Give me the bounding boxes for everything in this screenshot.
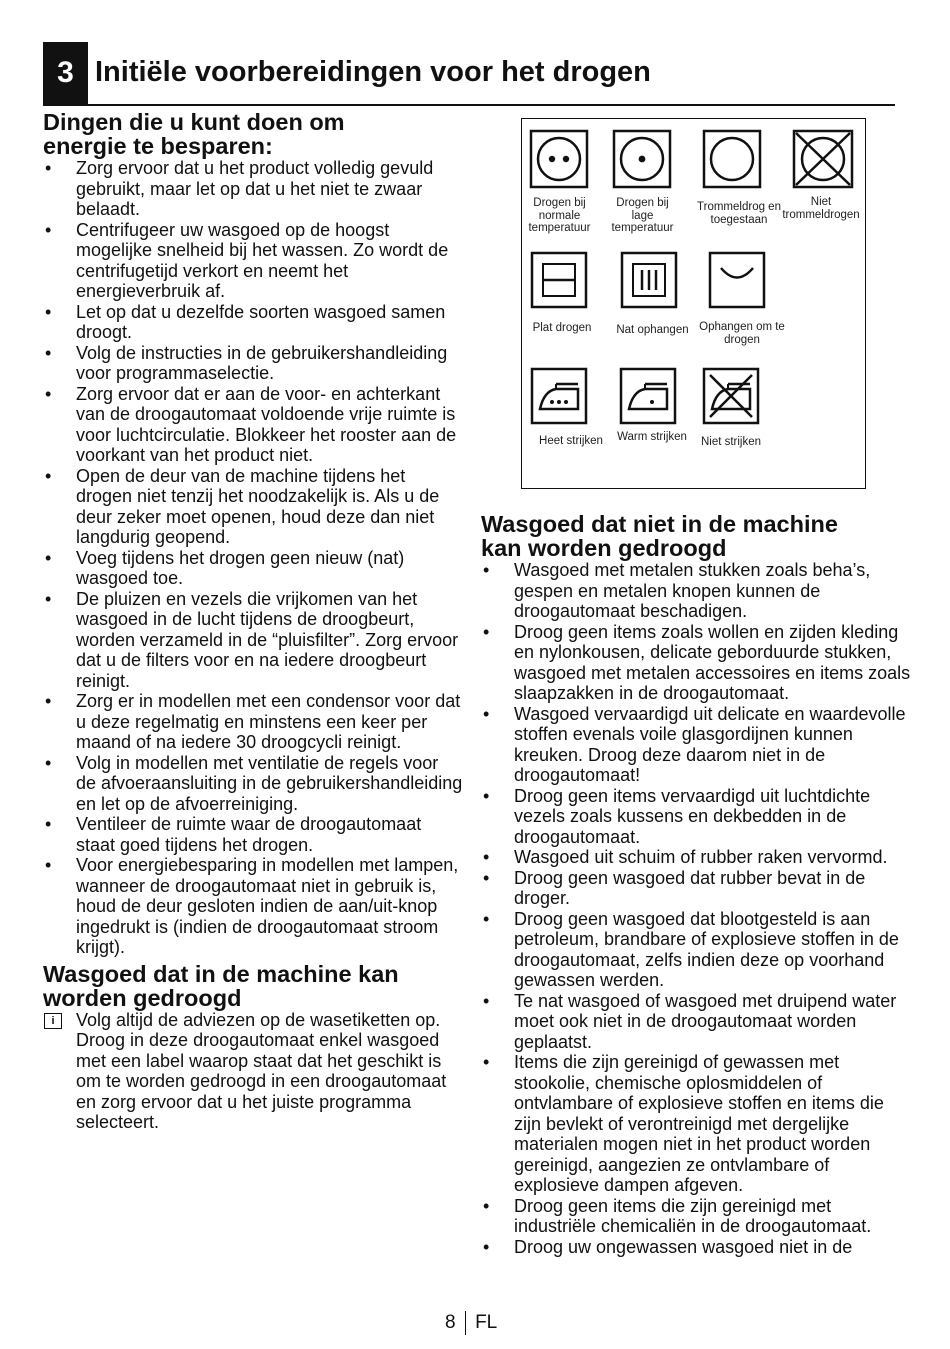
- can-dry-heading: Wasgoed dat in de machine kan worden gedroogd: [43, 960, 399, 1011]
- dry-flat-icon: [530, 251, 588, 309]
- info-icon: i: [44, 1013, 62, 1029]
- list-item: • Droog geen items zoals wollen en zijden kleding en nylonkousen, delicate geborduurde stukken, wasgoed met metalen accessoires en items zoals slaapzakken in de droogautomaat.: [481, 622, 911, 704]
- iron-hot-icon: [530, 367, 588, 425]
- list-item: • Zorg er in modellen met een condensor voor dat u deze regelmatig en minstens een keer per maand of na iedere 30 droogcycli reinigt.: [43, 691, 463, 753]
- care-label: Trommeldrog en toegestaan: [697, 201, 781, 226]
- energy-list: [43, 158, 463, 958]
- list-item: • Voor energiebesparing in modellen met lampen, wanneer de droogautomaat niet in gebruik is, houd de deur gesloten indien de aan/uit-knop ingedrukt is (indien de droogautomaat stroom krijgt).: [43, 855, 463, 958]
- left-column: [43, 110, 463, 1133]
- list-item: • Let op dat u dezelfde soorten wasgoed samen droogt.: [43, 302, 463, 343]
- care-label: Drogen bij normale temperatuur: [528, 197, 591, 234]
- page-footer: [445, 1311, 497, 1335]
- cannot-dry-heading: Wasgoed dat niet in de machine kan worden gedroogd: [481, 511, 838, 561]
- list-item: • Voeg tijdens het drogen geen nieuw (nat) wasgoed toe.: [43, 548, 463, 589]
- section-number: 3: [43, 42, 88, 104]
- can-dry-note: [43, 1010, 463, 1133]
- list-item: • Zorg ervoor dat er aan de voor- en achterkant van de droogautomaat voldoende vrije ruimte is voor luchtcirculatie. Blokkeer het rooster aan de voorkant van het product niet.: [43, 384, 463, 466]
- list-item: • Volg de instructies in de gebruikershandleiding voor programmaselectie.: [43, 343, 463, 384]
- care-symbols-panel: [521, 118, 866, 489]
- line-dry-icon: [708, 251, 766, 309]
- care-label: Niet trommeldrogen: [782, 196, 860, 221]
- drip-dry-icon: [620, 251, 678, 309]
- list-item: • Wasgoed uit schuim of rubber raken vervormd.: [481, 847, 911, 868]
- list-item: • Volg in modellen met ventilatie de regels voor de afvoeraansluiting in de gebruikershandleiding en let op de afvoerreiniging.: [43, 753, 463, 815]
- right-column: [481, 512, 911, 1257]
- list-item: • Te nat wasgoed of wasgoed met druipend water moet ook niet in de droogautomaat worden geplaatst.: [481, 991, 911, 1053]
- care-label: Ophangen om te drogen: [699, 321, 785, 346]
- footer-divider: [465, 1311, 467, 1335]
- tumble-dry-normal-temp-icon: [529, 129, 589, 189]
- tumble-dry-low-temp-icon: [612, 129, 672, 189]
- no-iron-icon: [702, 367, 760, 425]
- list-item: • Droog geen wasgoed dat blootgesteld is aan petroleum, brandbare of explosieve stoffen in de droogautomaat, zelfs indien deze op voorhand gewassen werden.: [481, 909, 911, 991]
- energy-heading: Dingen die u kunt doen om energie te besparen:: [43, 109, 345, 159]
- list-item: • Ventileer de ruimte waar de droogautomaat staat goed tijdens het drogen.: [43, 814, 463, 855]
- page-title: Initiële voorbereidingen voor het drogen: [95, 56, 651, 88]
- care-label: Heet strijken: [539, 435, 603, 447]
- list-item: • Items die zijn gereinigd of gewassen met stookolie, chemische oplosmiddelen of ontvlambare of explosieve stoffen en items die zijn bevlekt of verontreinigd met dergelijke materialen mogen niet in het product worden gereinigd, aangezien ze ontvlambare of explosieve dampen afgeven.: [481, 1052, 911, 1196]
- care-label: Drogen bij lage temperatuur: [611, 197, 674, 234]
- list-item: • Droog geen wasgoed dat rubber bevat in de droger.: [481, 868, 911, 909]
- care-label: Niet strijken: [700, 436, 762, 448]
- cannot-dry-list: [481, 560, 911, 1257]
- no-tumble-dry-icon: [792, 129, 854, 189]
- list-item: • Droog geen items vervaardigd uit luchtdichte vezels zoals kussens en dekbedden in de droogautomaat.: [481, 786, 911, 848]
- page-number: 8: [445, 1312, 456, 1333]
- care-label: Plat drogen: [532, 322, 592, 334]
- section-header: [43, 42, 895, 106]
- list-item: • Zorg ervoor dat u het product volledig gevuld gebruikt, maar let op dat u het niet te zwaar belaadt.: [43, 158, 463, 220]
- list-item: • Droog uw ongewassen wasgoed niet in de: [481, 1237, 911, 1258]
- tumble-dry-allowed-icon: [702, 129, 762, 189]
- list-item: • Droog geen items die zijn gereinigd met industriële chemicaliën in de droogautomaat.: [481, 1196, 911, 1237]
- list-item: • Wasgoed vervaardigd uit delicate en waardevolle stoffen evenals voile glasgordijnen kunnen kreuken. Droog deze daarom niet in de droogautomaat!: [481, 704, 911, 786]
- list-item: • Wasgoed met metalen stukken zoals beha’s, gespen en metalen knopen kunnen de droogautomaat beschadigen.: [481, 560, 911, 622]
- can-dry-note-text: Volg altijd de adviezen op de wasetiketten op. Droog in deze droogautomaat enkel wasgoed met een label waarop staat dat het geschikt is om te worden gedroogd in een droogautomaat en zorg ervoor dat u het juiste programma selecteert.: [76, 1009, 447, 1132]
- list-item: • De pluizen en vezels die vrijkomen van het wasgoed in de lucht tijdens de droogbeurt, worden verzameld in de “pluisfilter”. Zorg ervoor dat u de filters voor en na iedere droogbeurt reinigt.: [43, 589, 463, 692]
- care-label: Nat ophangen: [616, 324, 689, 336]
- care-label: Warm strijken: [617, 431, 687, 443]
- list-item: • Open de deur van de machine tijdens het drogen niet tenzij het noodzakelijk is. Als u de deur zeker moet openen, houd deze dan niet langdurig geopend.: [43, 466, 463, 548]
- list-item: • Centrifugeer uw wasgoed op de hoogst mogelijke snelheid bij het wassen. Zo wordt de centrifugetijd verkort en neemt het energieverbruik af.: [43, 220, 463, 302]
- iron-warm-icon: [619, 367, 677, 425]
- language-code: FL: [475, 1312, 498, 1333]
